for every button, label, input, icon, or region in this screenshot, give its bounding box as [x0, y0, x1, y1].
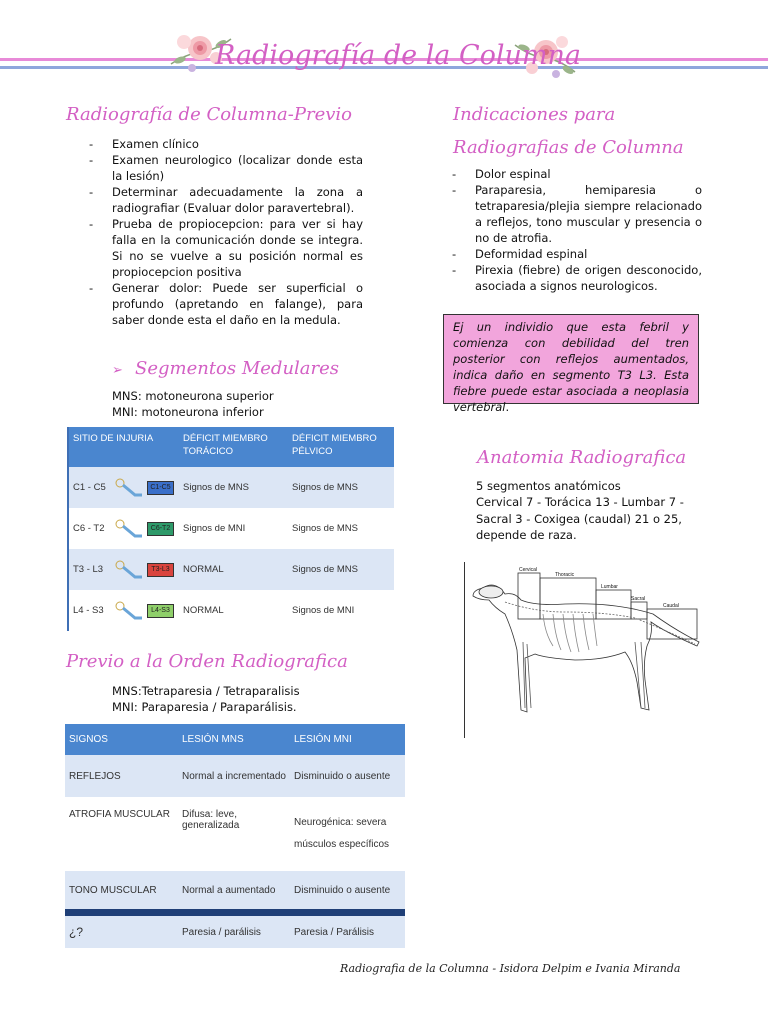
page-title: Radiografía de la Columna: [215, 40, 582, 71]
thoracic-cell: NORMAL: [179, 590, 288, 631]
note-text: Ej un individio que esta febril y comienza con debilidad del tren posterior con reflejos aumentados, indica daño en segmento T3 L3. Esta fiebre puede estar asociada a neoplasia vertebral: [453, 320, 689, 414]
anatomia-line4: depende de raza.: [476, 528, 577, 542]
mni-cell: Paresia / Parálisis: [290, 916, 405, 948]
note-period: .: [505, 400, 510, 414]
label-caudal: Caudal: [663, 603, 679, 609]
segment-box: L4-S3: [147, 604, 174, 618]
label-sacral: Sacral: [631, 596, 646, 602]
mns-text: :Tetraparesia / Tetraparalisis: [137, 684, 300, 698]
segment-box: C1-C5: [147, 481, 174, 495]
indicaciones-list-container: [450, 166, 702, 294]
table-header-row: [68, 427, 394, 467]
segmentos-arrow-icon: ➢: [112, 363, 123, 378]
mns-abbr: MNS: [112, 389, 138, 403]
dog-skeleton-figure: [464, 562, 705, 738]
previo-list-container: [87, 136, 363, 328]
previo-heading: Radiografía de Columna-Previo: [66, 104, 353, 125]
list-item: - Prueba de propiocepcion: para ver si hay falla en la comunicación donde se integra. Si no se vuelve a su posición normal es propiocepcion positiva: [87, 216, 363, 280]
label-thoracic: Thoracic: [555, 572, 575, 578]
anatomia-line2: Cervical 7 - Torácica 13 - Lumbar 7 -: [476, 495, 684, 509]
segment-site: C6 - T2: [73, 523, 105, 534]
col-header-site: SITIO DE INJURIA: [68, 427, 179, 467]
segmentos-heading: Segmentos Medulares: [135, 358, 340, 379]
limb-diagram-icon: [115, 518, 143, 540]
segment-site: T3 - L3: [73, 564, 104, 575]
limb-diagram-icon: [115, 600, 143, 622]
pelvic-cell: Signos de MNS: [288, 467, 394, 508]
list-item: - Determinar adecuadamente la zona a radiografiar (Evaluar dolor paravertebral).: [87, 184, 363, 216]
dog-skeleton-icon: [465, 562, 705, 738]
segment-cell: [68, 508, 179, 549]
pelvic-cell: Signos de MNS: [288, 508, 394, 549]
thoracic-cell: Signos de MNI: [179, 508, 288, 549]
table-row: [65, 797, 405, 871]
mns-cell: Paresia / parálisis: [178, 916, 290, 948]
previo-orden-mns: [112, 683, 300, 699]
anatomia-line3: Sacral 3 - Coxigea (caudal) 21 o 25,: [476, 512, 682, 526]
sign-cell: ATROFIA MUSCULAR: [65, 797, 178, 871]
segment-site: C1 - C5: [73, 482, 106, 493]
indicaciones-heading-line1: Indicaciones para: [453, 104, 616, 125]
anatomia-line1: 5 segmentos anatómicos: [476, 479, 621, 493]
col-header-signs: SIGNOS: [65, 724, 178, 755]
table-row: [65, 755, 405, 797]
pelvic-cell: Signos de MNS: [288, 549, 394, 590]
table-separator: [65, 909, 405, 916]
list-item: - Dolor espinal: [450, 166, 702, 182]
mns-cell: Normal a incrementado: [178, 755, 290, 797]
list-item: - Paraparesia, hemiparesia o tetraparesia/plejia siempre relacionado a reflejos, tono muscular y presencia o no de atrofia.: [450, 182, 702, 246]
mns-text: : motoneurona superior: [137, 389, 274, 403]
label-lumbar: Lumbar: [601, 584, 618, 590]
col-header-pelvic: DÉFICIT MIEMBRO PÉLVICO: [288, 427, 394, 467]
thoracic-cell: Signos de MNS: [179, 467, 288, 508]
segment-cell: [68, 467, 179, 508]
segment-box: T3-L3: [147, 563, 174, 577]
thoracic-cell: NORMAL: [179, 549, 288, 590]
table-row: [68, 590, 394, 631]
mns-cell: Normal a aumentado: [178, 871, 290, 909]
clinical-example-note: [443, 314, 699, 414]
mns-label: MNS: [112, 684, 138, 698]
list-item: - Examen neurologico (localizar donde esta la lesión): [87, 152, 363, 184]
list-item: - Deformidad espinal: [450, 246, 702, 262]
segment-box: C6-T2: [147, 522, 174, 536]
mni-cell: Disminuido o ausente: [290, 755, 405, 797]
previo-orden-mni: MNI: Paraparesia / Paraparálisis.: [112, 700, 297, 714]
footer-credit: Radiografia de la Columna - Isidora Delpim e Ivania Miranda: [340, 962, 681, 975]
sign-cell: ¿?: [65, 916, 178, 948]
mni-abbr: MNI: [112, 405, 134, 419]
sign-cell: TONO MUSCULAR: [65, 871, 178, 909]
segment-site: L4 - S3: [73, 605, 104, 616]
limb-diagram-icon: [115, 559, 143, 581]
table-header-row: [65, 724, 405, 755]
table-row: [65, 916, 405, 948]
indicaciones-list: [450, 166, 702, 294]
segment-deficit-table: [67, 427, 394, 631]
list-item: - Examen clínico: [87, 136, 363, 152]
anatomia-heading: Anatomia Radiografica: [477, 447, 687, 468]
table-row: [65, 871, 405, 909]
list-item: - Pirexia (fiebre) de origen desconocido, asociada a signos neurologicos.: [450, 262, 702, 294]
col-header-thoracic: DÉFICIT MIEMBRO TORÁCICO: [179, 427, 288, 467]
mns-cell: Difusa: leve, generalizada: [178, 797, 290, 871]
list-item: - Generar dolor: Puede ser superficial o profundo (apretando en falange), para saber donde esta el daño en la medula.: [87, 280, 363, 328]
sign-cell: REFLEJOS: [65, 755, 178, 797]
table-row: [68, 549, 394, 590]
segment-cell: [68, 590, 179, 631]
indicaciones-heading-line2: Radiografias de Columna: [453, 137, 684, 158]
col-header-mns: LESIÓN MNS: [178, 724, 290, 755]
table-row: [68, 467, 394, 508]
previo-orden-heading: Previo a la Orden Radiografica: [66, 651, 348, 672]
mni-cell: Disminuido o ausente: [290, 871, 405, 909]
mni-text: : motoneurona inferior: [133, 405, 264, 419]
pelvic-cell: Signos de MNI: [288, 590, 394, 631]
mni-definition: [112, 404, 264, 420]
col-header-mni: LESIÓN MNI: [290, 724, 405, 755]
segment-cell: [68, 549, 179, 590]
limb-diagram-icon: [115, 477, 143, 499]
previo-list: [87, 136, 363, 328]
signs-table: [65, 724, 405, 948]
table-row: [68, 508, 394, 549]
mns-definition: [112, 388, 274, 404]
mni-cell: Neurogénica: severa músculos específicos: [290, 797, 405, 871]
label-cervical: Cervical: [519, 567, 538, 573]
